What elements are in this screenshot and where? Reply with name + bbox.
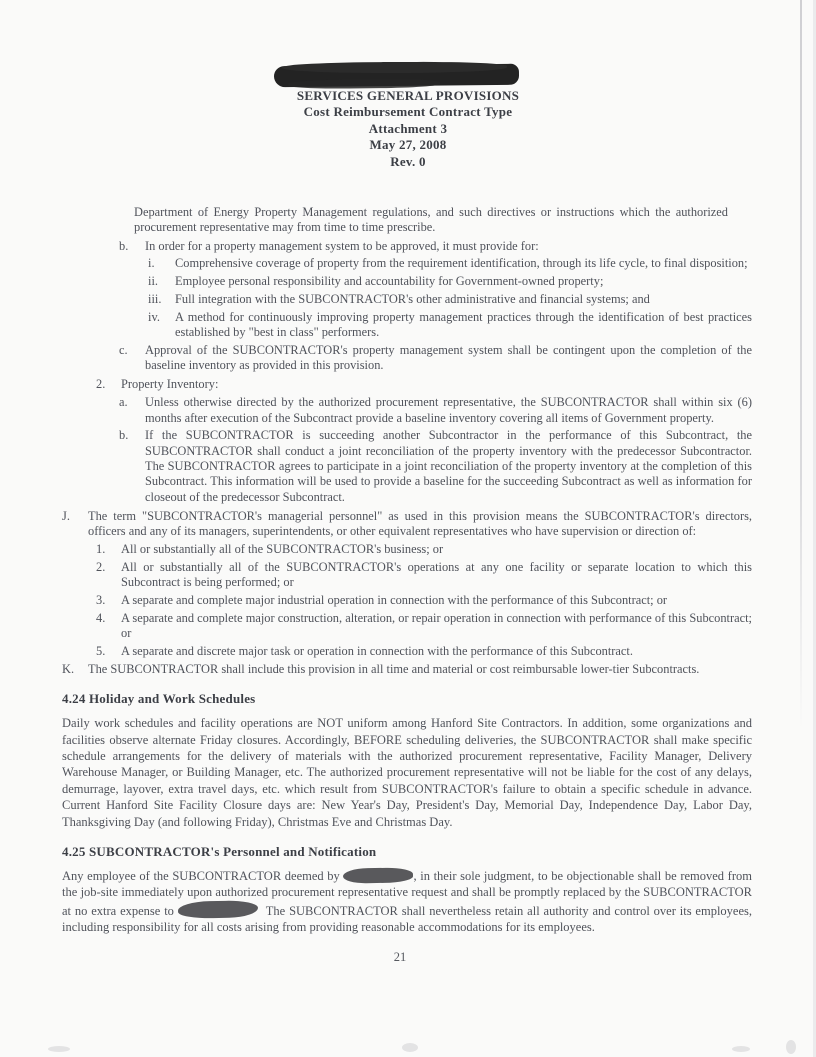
list-marker: 1. [96, 541, 106, 556]
list-marker: i. [148, 256, 155, 271]
list-text: The term "SUBCONTRACTOR's managerial personnel" as used in this provision means the SUBCONTRACTOR's directors, officers and any of its managers, superintendents, or other equivalent representatives who have supervision or direction of: [88, 508, 752, 539]
list-item [148, 310, 752, 341]
redaction-mark-header [274, 64, 519, 88]
list-item [96, 377, 752, 392]
list-item [96, 542, 752, 557]
paragraph-text: The SUBCONTRACTOR shall nevertheless retain all authority and control over its employees, including responsibility for all costs arising from providing reasonable accommodations for its employees. [62, 904, 752, 934]
scan-artifact-smudge [402, 1043, 418, 1052]
list-text: A method for continuously improving property management practices through the identification of best practices established by "best in class" performers. [175, 309, 752, 340]
continuation-paragraph: Department of Energy Property Management regulations, and such directives or instructions which the authorized procurement representative may from time to time prescribe. [134, 205, 728, 235]
list-item [96, 611, 752, 642]
list-item [148, 274, 752, 289]
list-marker: iv. [148, 309, 160, 324]
list-marker: 4. [96, 610, 106, 625]
section-heading-4-24: 4.24 Holiday and Work Schedules [62, 690, 256, 706]
list-text: A separate and discrete major task or operation in connection with the performance of this Subcontract. [121, 643, 633, 658]
scan-artifact-smudge [786, 1040, 796, 1054]
document-date: May 27, 2008 [369, 137, 447, 153]
document-body [62, 205, 752, 936]
document-revision: Rev. 0 [390, 153, 426, 169]
list-text: The SUBCONTRACTOR shall include this provision in all time and material or cost reimbursable lower-tier Subcontracts. [88, 661, 700, 676]
list-item [96, 593, 752, 608]
section-4-24-paragraph: Daily work schedules and facility operations are NOT uniform among Hanford Site Contractors. In addition, some organizations and facilities observe alternate Friday closures. Accordingly, BEFORE scheduling deliveries, the SUBCONTRACTOR shall make specific schedule arrangements for the delivery of materials with the authorized procurement representative, Facility Manager, Delivery Warehouse Manager, or Building Manager, etc. The authorized procurement representative will not be liable for the cost of any delays, demurrage, layover, extra travel days, etc. which result from SUBCONTRACTOR's failure to obtain a specific schedule in advance. Current Hanford Site Facility Closure days are: New Year's Day, President's Day, Memorial Day, Independence Day, Labor Day, Thanksgiving Day (and following Friday), Christmas Eve and Christmas Day. [62, 716, 752, 829]
redaction-mark [178, 900, 258, 919]
list-item [119, 343, 752, 374]
list-text: All or substantially all of the SUBCONTRACTOR's operations at any one facility or separate location to which this Subcontract is being performed; or [121, 559, 752, 590]
section-4-25-paragraph [62, 868, 752, 936]
list-text: Unless otherwise directed by the authorized procurement representative, the SUBCONTRACTOR shall within six (6) months after execution of the Subcontract provide a baseline inventory covering all items of Government property. [145, 395, 752, 425]
paragraph-text: , in their sole judgment, to be objectionable shall be removed from the job-site immediately upon authorized procurement representative request and shall be promptly replaced by the SUBCONTRACTOR at no extra expense to [62, 869, 752, 919]
list-text: If the SUBCONTRACTOR is succeeding another Subcontractor in the performance of this Subcontract, the SUBCONTRACTOR shall conduct a joint reconciliation of the property inventory with the predecessor Subcontractor. The SUBCONTRACTOR agrees to participate in a joint reconciliation of the property inventory at the completion of this Subcontract. This information will be used to provide a baseline for the succeeding Subcontract as well as information for closeout of the predecessor Subcontract. [145, 428, 752, 504]
page-number: 21 [393, 950, 407, 964]
list-text: Full integration with the SUBCONTRACTOR's other administrative and financial systems; and [175, 291, 650, 306]
list-item [148, 256, 752, 271]
scan-artifact-smudge [48, 1046, 70, 1052]
list-item [119, 239, 752, 254]
list-text: A separate and complete major construction, alteration, or repair operation in connection with performance of this Subcontract; or [121, 610, 752, 640]
list-text: Employee personal responsibility and accountability for Government-owned property; [175, 274, 604, 289]
list-text: Property Inventory: [121, 377, 219, 392]
list-item [119, 395, 752, 426]
list-text: In order for a property management system to be approved, it must provide for: [145, 238, 539, 253]
list-marker: b. [119, 238, 129, 253]
list-marker: 2. [96, 559, 106, 574]
list-marker: K. [62, 661, 75, 676]
document-header [0, 88, 816, 170]
document-subtitle: Cost Reimbursement Contract Type [303, 104, 513, 120]
list-marker: 2. [96, 377, 106, 392]
list-marker: iii. [148, 291, 162, 306]
list-item [62, 509, 752, 540]
list-item [62, 662, 752, 677]
list-marker: ii. [148, 274, 158, 289]
list-item [96, 560, 752, 591]
redaction-mark [343, 868, 413, 884]
list-text: A separate and complete major industrial operation in connection with the performance of this Subcontract; or [121, 592, 668, 607]
paragraph-text: Any employee of the SUBCONTRACTOR deemed by [62, 869, 344, 884]
list-text: Approval of the SUBCONTRACTOR's property management system shall be contingent upon the completion of the baseline inventory as provided in this provision. [145, 342, 752, 373]
list-marker: a. [119, 395, 128, 410]
list-marker: J. [62, 508, 70, 523]
list-text: All or substantially all of the SUBCONTRACTOR's business; or [121, 541, 444, 556]
list-marker: 5. [96, 643, 106, 658]
list-item [148, 292, 752, 307]
list-marker: b. [119, 428, 129, 443]
section-heading-4-25: 4.25 SUBCONTRACTOR's Personnel and Notification [62, 843, 377, 859]
list-text: Comprehensive coverage of property from the requirement identification, through its life cycle, to final disposition; [175, 256, 748, 271]
scan-artifact-smudge [732, 1046, 750, 1052]
document-attachment: Attachment 3 [368, 120, 448, 136]
list-item [119, 428, 752, 504]
list-marker: 3. [96, 592, 106, 607]
list-marker: c. [119, 342, 128, 357]
document-title: SERVICES GENERAL PROVISIONS [296, 88, 520, 103]
list-item [96, 644, 752, 659]
